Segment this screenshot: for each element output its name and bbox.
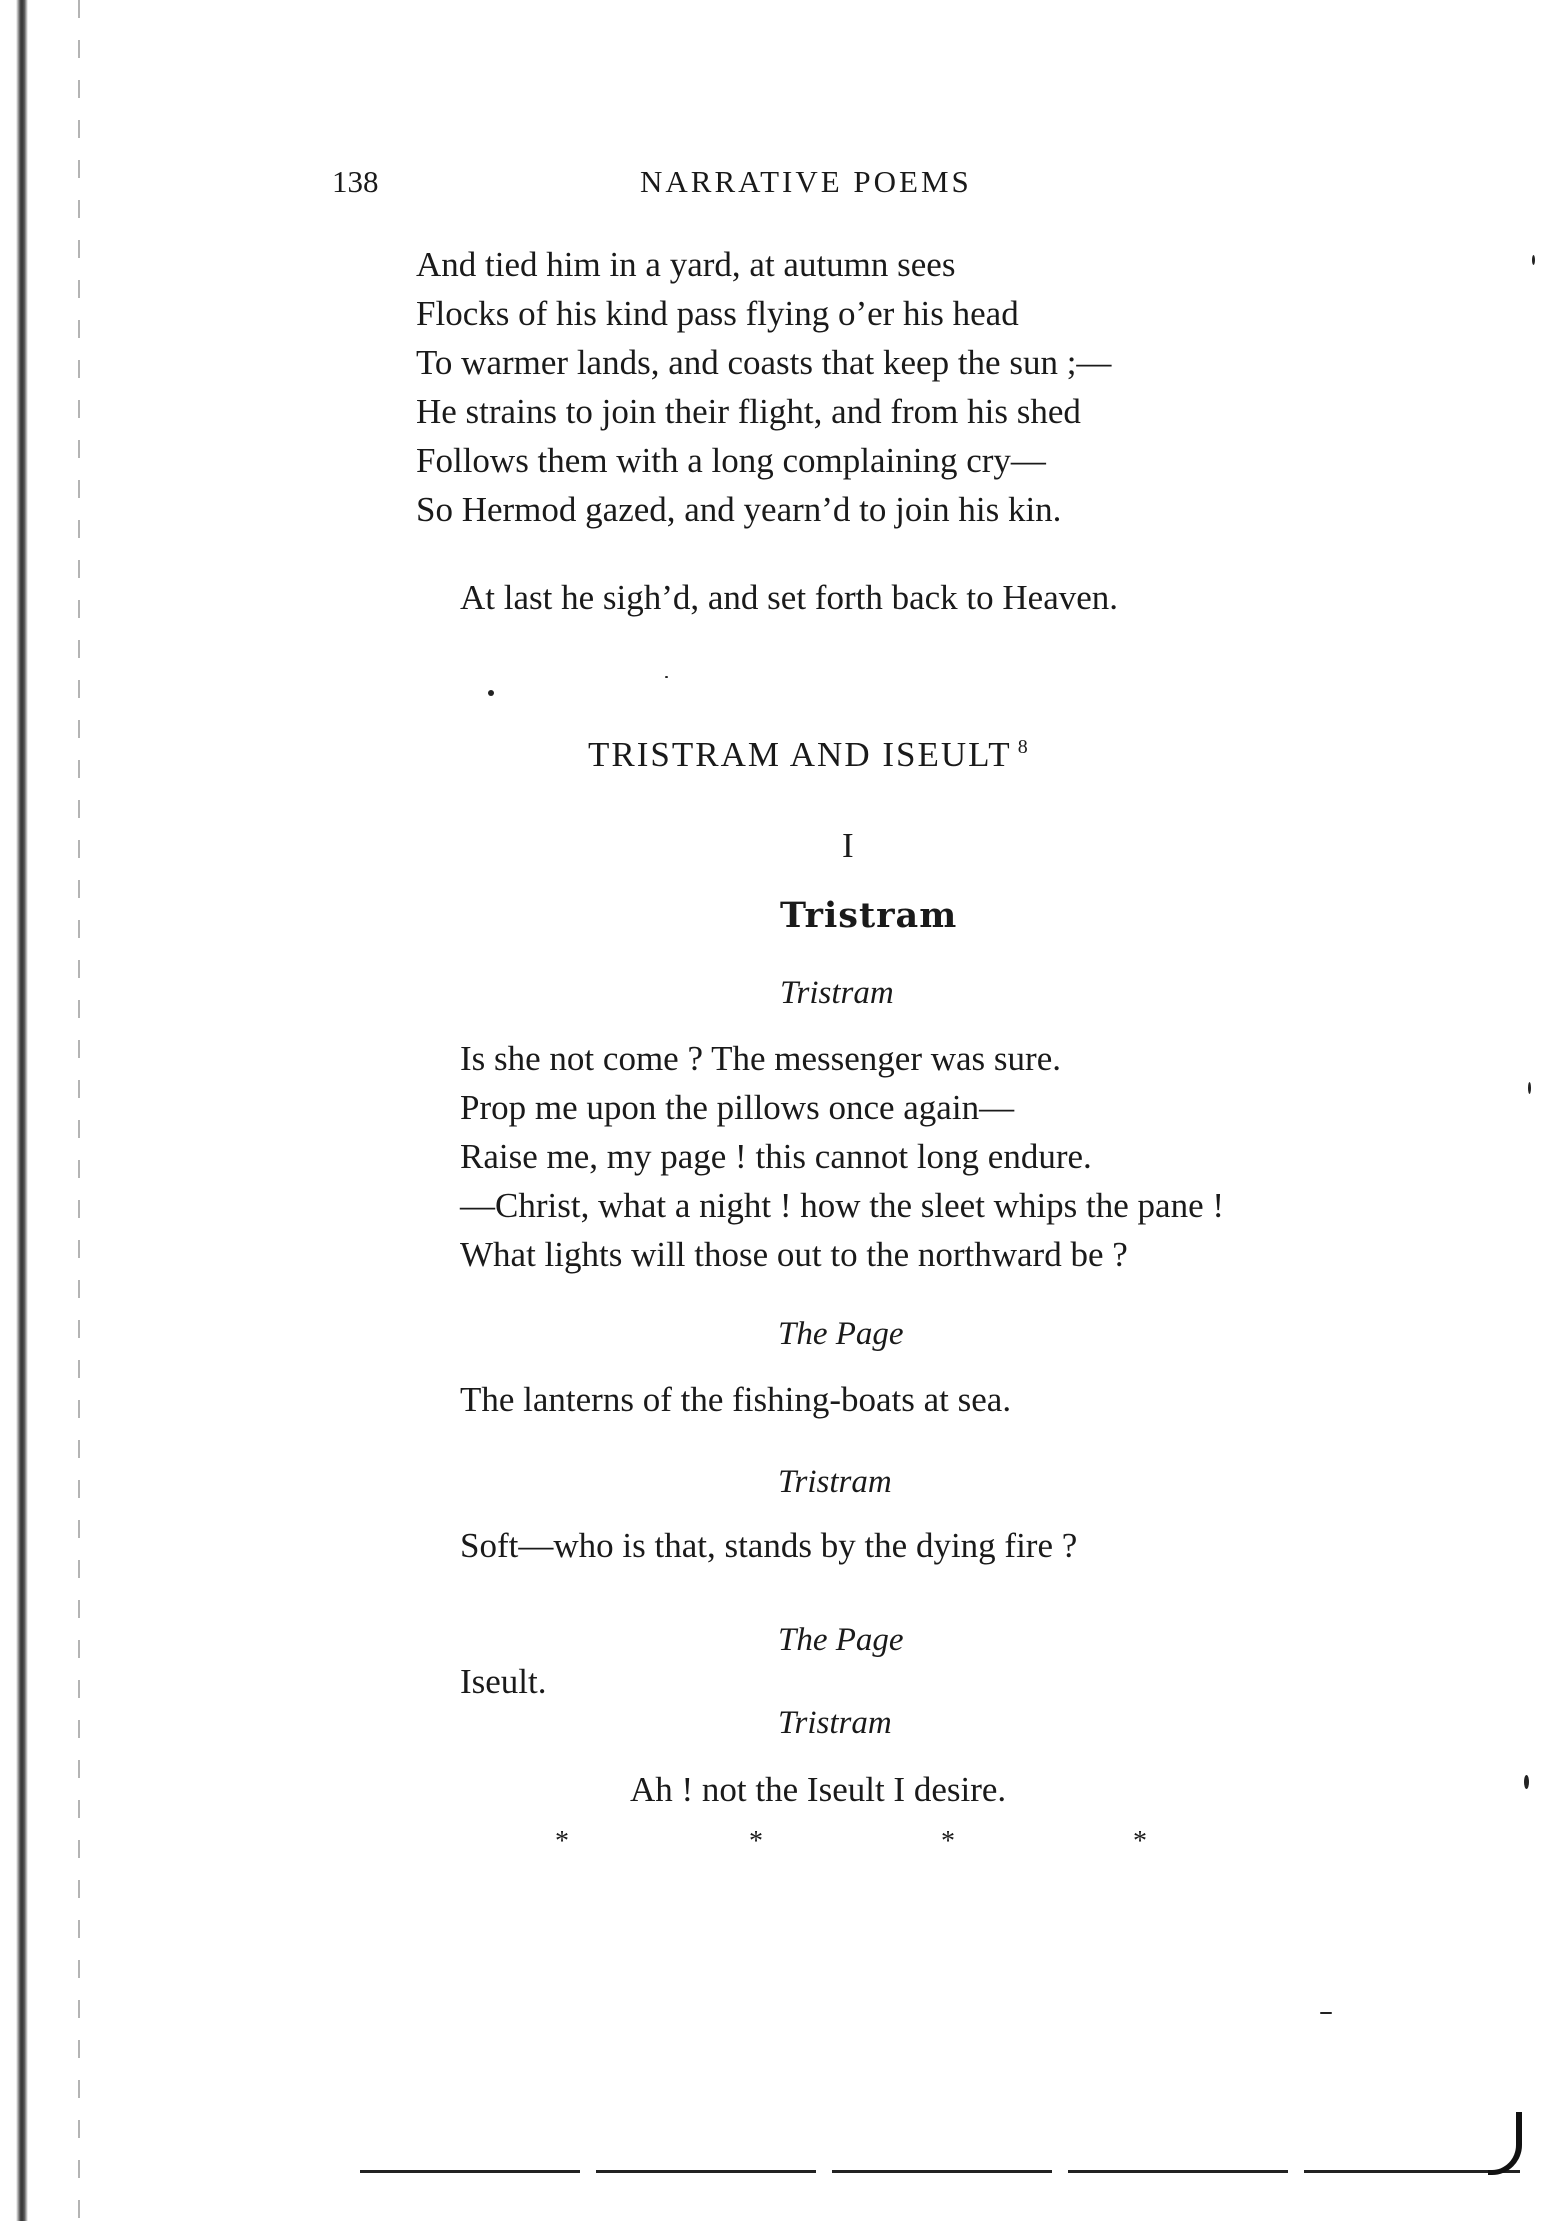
ink-speck [1320,2012,1332,2014]
verse-line: Prop me upon the pillows once again— [460,1088,1015,1127]
verse-line: Raise me, my page ! this cannot long endure. [460,1137,1092,1176]
verse-line: So Hermod gazed, and yearn’d to join his kin. [416,490,1062,529]
verse-line: —Christ, what a night ! how the sleet whips the pane ! [460,1186,1225,1225]
speaker-name: Tristram [780,975,894,1011]
verse-line: To warmer lands, and coasts that keep the sun ;— [416,343,1112,382]
speaker-name: The Page [778,1622,904,1658]
bottom-rule [360,2170,1520,2173]
verse-line: What lights will those out to the northward be ? [460,1235,1128,1274]
binding-edge-shadow [78,0,80,2221]
poem-title [588,735,1028,775]
asterisk: * [555,1826,569,1857]
running-title: NARRATIVE POEMS [640,164,972,199]
ink-speck [488,690,494,696]
running-head [0,164,1550,204]
part-title: Tristram [780,895,958,936]
verse-line: And tied him in a yard, at autumn sees [416,245,956,284]
ink-speck [1532,255,1535,265]
binding-edge [16,0,28,2221]
footnote-marker: 8 [1017,736,1028,759]
verse-line: Follows them with a long complaining cry— [416,441,1046,480]
speaker-name: Tristram [778,1464,892,1500]
asterisk: * [941,1826,955,1857]
ink-speck [1528,1082,1531,1094]
asterisk: * [749,1826,763,1857]
verse-line: He strains to join their flight, and from his shed [416,392,1081,431]
speech-tristram: Ah ! not the Iseult I desire. [630,1770,1007,1809]
verse-line: Flocks of his kind pass flying o’er his head [416,294,1019,333]
ink-speck [665,676,668,678]
stanza-hermod [416,240,1111,534]
ink-speck [1524,1775,1529,1789]
speech-tristram: Soft—who is that, stands by the dying fire ? [460,1526,1078,1565]
speech-page: Iseult. [460,1662,547,1701]
asterisk: * [1133,1826,1147,1857]
speech-page: The lanterns of the fishing-boats at sea. [460,1380,1012,1419]
page-number: 138 [332,164,379,199]
stanza-final-line: At last he sigh’d, and set forth back to Heaven. [460,578,1119,617]
part-numeral: I [842,826,854,865]
poem-title-text: TRISTRAM AND ISEULT [588,735,1012,774]
speaker-name: Tristram [778,1705,892,1741]
speaker-name: The Page [778,1316,904,1352]
speech-tristram [460,1034,1224,1279]
section-break [555,1826,1175,1866]
corner-mark [1488,2112,1522,2175]
verse-line: Is she not come ? The messenger was sure. [460,1039,1061,1078]
